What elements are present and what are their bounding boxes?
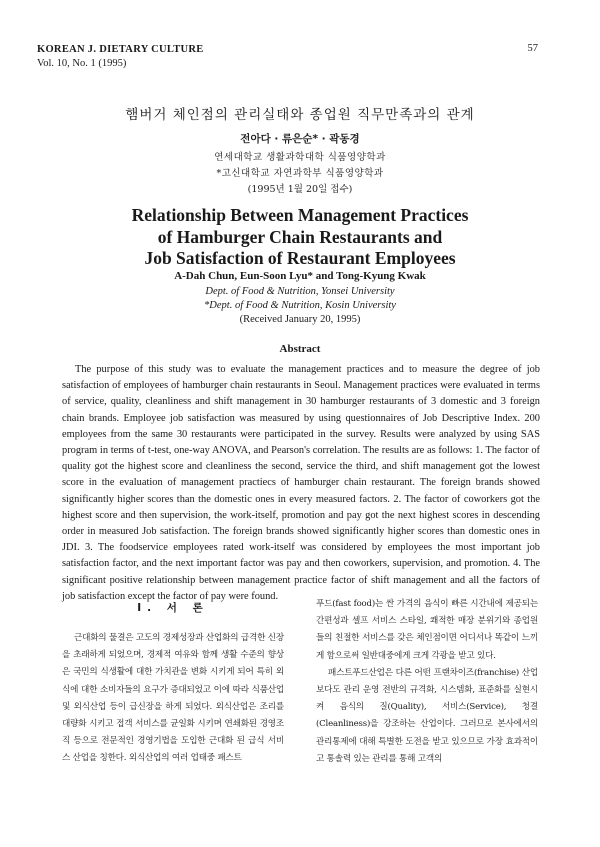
abstract-heading: Abstract (279, 343, 321, 355)
english-title-line-1: Relationship Between Management Practices (131, 205, 469, 225)
body-column-right (316, 596, 538, 768)
abstract-text: The purpose of this study was to evaluate the management practices and to measure the degree of job satisfaction of employees of hamburger chain restaurants in Seoul. Management practices were evaluated in terms of service, quality, cleanliness and shift management in 30 hamburger restaurants of 3 domestic and 3 foreign chain brands. Employee job satisfaction was measured by using questionnaires of Job Descriptive Index. 200 employees from the same 30 restaurants were participated in the survey. Results were analyzed by using SAS program in terms of t-test, one-way ANOVA, and Pearson's correlation. The results are as follows: 1. The factor of quality got the highest score and cleanliness the second, service the third, and shift management got the lowest score in the evaluation of management practiecs of hamburger chain restaurant. The foreign brands showed significantly higher scores than the domestic ones in every measured factors. 2. The factor of coworkers got the highest score and then supervision, the work-itself, promotion and pay got the next highest scores in descending order in measured Job satisfaction. The foreign brands showed significantly higher scores than domestic ones in JDI. 3. The foodservice employees rated work-itself was considered by employees the most important job satisfaction factor, and the next important factor was pay and then coworkers, supervision, and promotion. 4. The significant positive relationship between management practice factor of shift management and all the factors of job satisfaction except the factor of pay were found. (62, 364, 540, 602)
korean-affiliation-1: 연세대학교 생활과학대학 식품영양학과 (214, 152, 386, 163)
english-title (0, 205, 600, 270)
english-title-line-3: Job Satisfaction of Restaurant Employees (144, 248, 456, 268)
english-title-line-2: of Hamburger Chain Restaurants and (157, 226, 443, 247)
korean-received-date: (1995년 1월 20일 접수) (247, 184, 353, 195)
english-affiliation-1: Dept. of Food & Nutrition, Yonsei University (205, 286, 395, 297)
korean-authors: 전아다 · 류은순* · 곽동경 (240, 133, 360, 145)
korean-title: 햄버거 체인점의 관리실태와 종업원 직무만족과의 관계 (125, 107, 475, 123)
body-column-left (62, 596, 284, 768)
body-paragraph: 패스트푸드산업은 다른 어떤 프랜차이즈(franchise) 산업보다도 관리 운영 전반의 규격화, 시스템화, 표준화를 실현시켜 음식의 질(Quality), 서비스(Service), 청결(Cleanliness)을 강조하는 산업이다. 그러므로 본사에서의 관리통제에 대해 특별한 도전을 받고 있으므로 가장 효과적이고 통솔력 있는 관리를 통해 고객의 (316, 667, 538, 764)
page-number: 57 (527, 43, 538, 54)
journal-volume: Vol. 10, No. 1 (1995) (37, 58, 127, 69)
section-heading-introduction: I. 서 론 (137, 602, 209, 614)
body-paragraph: 근대화의 물결은 고도의 경제성장과 산업화의 급격한 신장을 초래하게 되었으며, 경제적 여유와 함께 생활 수준의 향상은 국민의 식생활에 대한 가치관을 변화 시키게 되어 특히 외식에 대한 소비자들의 요구가 증대되었고 이에 따라 식품산업 및 외식산업 등이 급신장을 하게 되었다. 외식산업은 조리를 대량화 시키고 접객 서비스를 균일화 시키며 연쇄화된 경영조직 등으로 전문적인 경영기법을 도입한 근대화 된 급식 서비스 산업을 칭한다. 외식산업의 여러 업태중 패스트 (62, 633, 284, 764)
body-paragraph: 푸드(fast food)는 싼 가격의 음식이 빠른 시간내에 제공되는 간편성과 셀프 서비스 스타일, 쾌적한 매장 분위기와 종업원들의 친절한 서비스를 갖은 체인점이면 어디서나 똑같이 느끼게 함으로써 일반대중에게 크게 각광을 받고 있다. (316, 599, 538, 661)
english-affiliation-2: *Dept. of Food & Nutrition, Kosin University (204, 300, 396, 311)
journal-name: KOREAN J. DIETARY CULTURE (37, 44, 204, 55)
english-received-date: (Received January 20, 1995) (239, 314, 361, 325)
korean-affiliation-2: *고신대학교 자연과학부 식품영양학과 (216, 168, 384, 179)
english-authors: A-Dah Chun, Eun-Soon Lyu* and Tong-Kyung Kwak (174, 270, 426, 282)
journal-header (37, 43, 204, 71)
